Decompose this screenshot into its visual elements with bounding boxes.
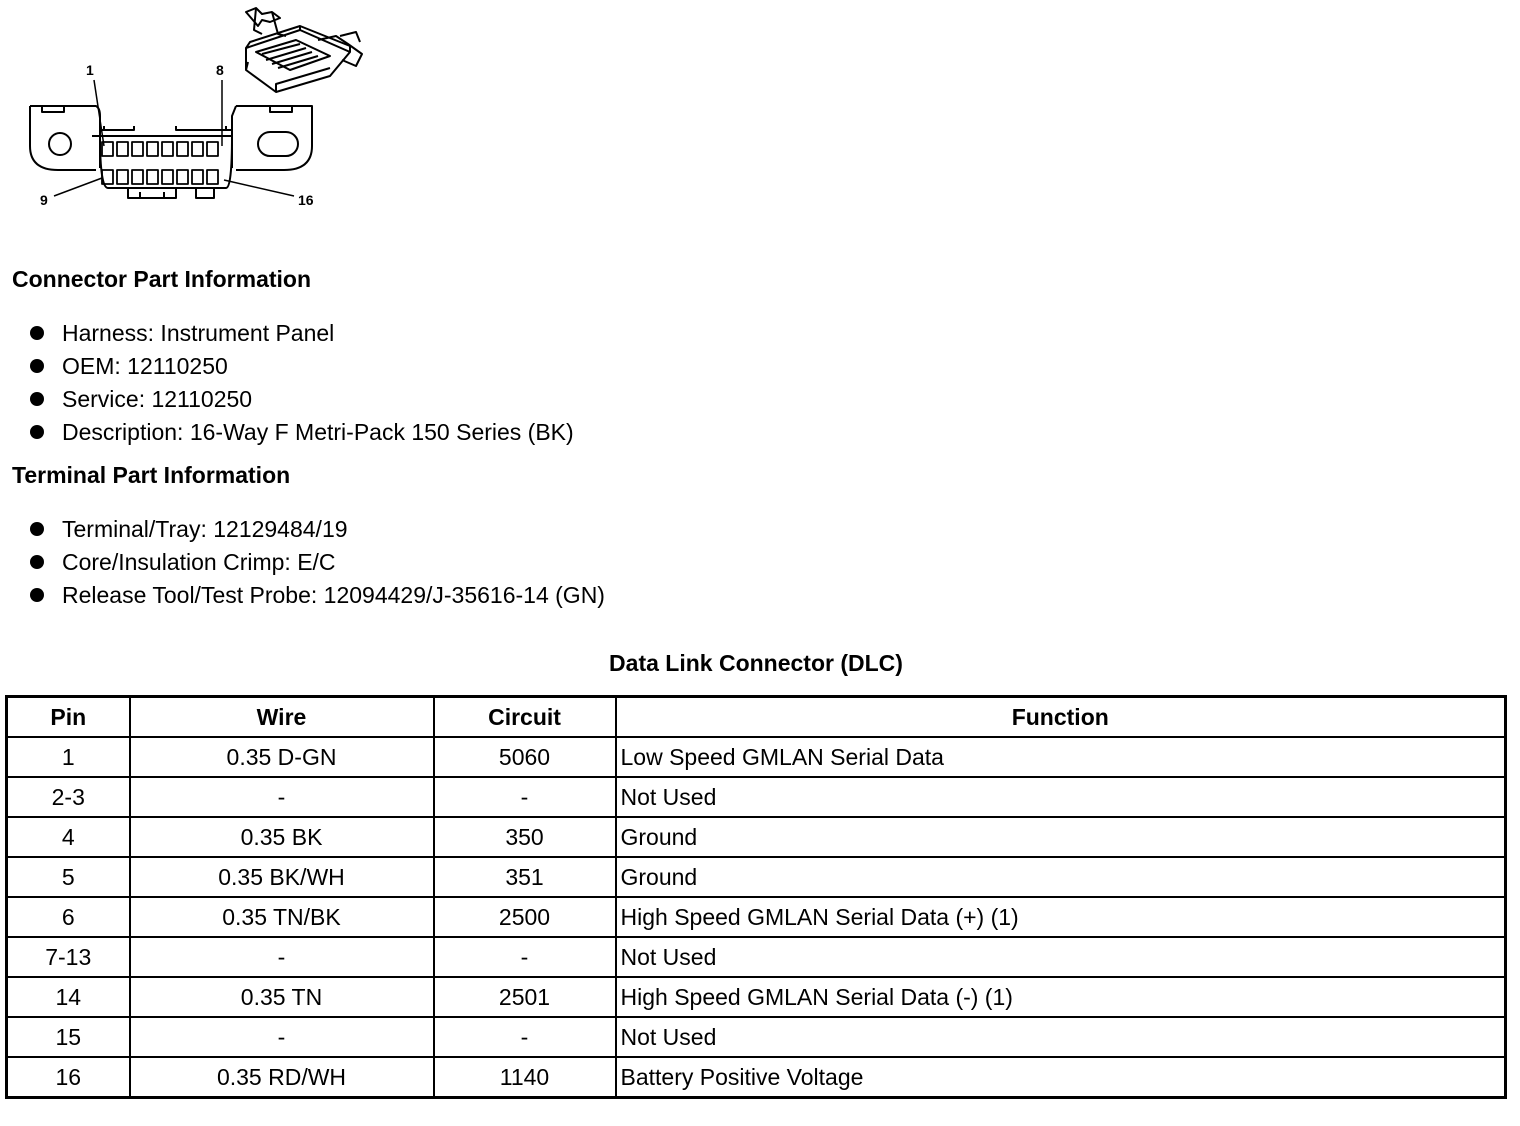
table-row — [7, 1017, 1506, 1057]
circuit-cell: 2500 — [434, 897, 616, 937]
pin-label-9: 9 — [40, 192, 48, 208]
pin-cell: 1 — [7, 737, 130, 777]
list-item — [30, 317, 574, 350]
wire-cell: - — [130, 937, 434, 977]
table-row — [7, 737, 1506, 777]
table-row — [7, 937, 1506, 977]
function-cell: Not Used — [616, 1017, 1506, 1057]
circuit-cell: 351 — [434, 857, 616, 897]
column-header-circuit: Circuit — [434, 697, 616, 738]
connector-front-view — [30, 106, 312, 198]
bullet-icon — [30, 359, 44, 373]
circuit-cell: 2501 — [434, 977, 616, 1017]
function-cell: Not Used — [616, 937, 1506, 977]
function-cell: Ground — [616, 857, 1506, 897]
function-cell: Ground — [616, 817, 1506, 857]
list-item-text: Release Tool/Test Probe: 12094429/J-35616-14 (GN) — [62, 582, 605, 608]
list-item — [30, 579, 605, 612]
pin-cell: 6 — [7, 897, 130, 937]
wire-cell: 0.35 TN/BK — [130, 897, 434, 937]
pin-cell: 5 — [7, 857, 130, 897]
bullet-icon — [30, 588, 44, 602]
wire-cell: 0.35 BK — [130, 817, 434, 857]
wire-cell: - — [130, 777, 434, 817]
circuit-cell: 350 — [434, 817, 616, 857]
function-cell: High Speed GMLAN Serial Data (-) (1) — [616, 977, 1506, 1017]
list-item — [30, 513, 605, 546]
column-header-pin: Pin — [7, 697, 130, 738]
list-item — [30, 350, 574, 383]
pin-cell: 7-13 — [7, 937, 130, 977]
connector-part-info-heading: Connector Part Information — [12, 266, 312, 292]
table-row — [7, 857, 1506, 897]
pin-cell: 2-3 — [7, 777, 130, 817]
bullet-icon — [30, 425, 44, 439]
circuit-cell: - — [434, 1017, 616, 1057]
wire-cell: 0.35 RD/WH — [130, 1057, 434, 1098]
pin-label-1: 1 — [86, 62, 94, 78]
pin-cell: 16 — [7, 1057, 130, 1098]
table-row — [7, 897, 1506, 937]
list-item-text: Harness: Instrument Panel — [62, 320, 335, 346]
bullet-icon — [30, 522, 44, 536]
dlc-connector-diagram — [0, 0, 380, 215]
table-header-row — [7, 697, 1506, 738]
pin-leader-lines — [54, 80, 294, 196]
function-cell: High Speed GMLAN Serial Data (+) (1) — [616, 897, 1506, 937]
table-row — [7, 977, 1506, 1017]
connector-part-info-list — [30, 317, 574, 449]
function-cell: Battery Positive Voltage — [616, 1057, 1506, 1098]
list-item — [30, 383, 574, 416]
wire-cell: 0.35 D-GN — [130, 737, 434, 777]
list-item-text: Terminal/Tray: 12129484/19 — [62, 516, 348, 542]
table-row — [7, 817, 1506, 857]
pin-cell: 15 — [7, 1017, 130, 1057]
list-item — [30, 546, 605, 579]
function-cell: Low Speed GMLAN Serial Data — [616, 737, 1506, 777]
list-item — [30, 416, 574, 449]
connector-isometric-view — [246, 8, 362, 92]
column-header-wire: Wire — [130, 697, 434, 738]
table-title: Data Link Connector (DLC) — [609, 650, 903, 676]
circuit-cell: 5060 — [434, 737, 616, 777]
dlc-pinout-table — [5, 695, 1507, 1099]
circuit-cell: - — [434, 777, 616, 817]
list-item-text: Description: 16-Way F Metri-Pack 150 Series (BK) — [62, 419, 574, 445]
terminal-part-info-list — [30, 513, 605, 612]
function-cell: Not Used — [616, 777, 1506, 817]
wire-cell: 0.35 BK/WH — [130, 857, 434, 897]
list-item-text: Core/Insulation Crimp: E/C — [62, 549, 336, 575]
pin-label-16: 16 — [298, 192, 314, 208]
circuit-cell: 1140 — [434, 1057, 616, 1098]
pin-label-8: 8 — [216, 62, 224, 78]
wire-cell: - — [130, 1017, 434, 1057]
bullet-icon — [30, 555, 44, 569]
pin-cell: 14 — [7, 977, 130, 1017]
list-item-text: Service: 12110250 — [62, 386, 253, 412]
circuit-cell: - — [434, 937, 616, 977]
table-row — [7, 1057, 1506, 1098]
bullet-icon — [30, 392, 44, 406]
pin-cell: 4 — [7, 817, 130, 857]
bullet-icon — [30, 326, 44, 340]
table-row — [7, 777, 1506, 817]
terminal-part-info-heading: Terminal Part Information — [12, 462, 291, 488]
column-header-function: Function — [616, 697, 1506, 738]
list-item-text: OEM: 12110250 — [62, 353, 228, 379]
wire-cell: 0.35 TN — [130, 977, 434, 1017]
